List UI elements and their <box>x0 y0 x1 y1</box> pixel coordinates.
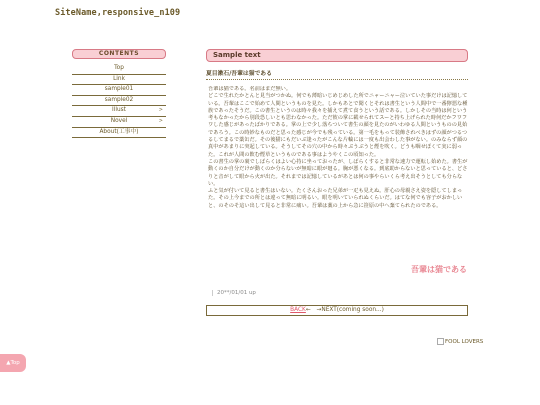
sidebar-item-label: Illust <box>112 107 126 114</box>
article-paragraph: ふと気が付いて見ると書生はいない。たくさんおった兄弟が一疋も見えぬ。肝心の母親さえ姿を隠してしまった。その上今までの所とは違って無暗に明るい。眼を明いていられぬくらいだ。はてな何でも容子がおかしいと、のそのそ這い出して見ると非常に痛い。吾輩は藁の上から急に笹原の中へ棄てられたのである。 <box>208 188 463 209</box>
sidebar-item-sample01[interactable] <box>72 85 166 96</box>
sidebar <box>72 49 166 138</box>
sidebar-menu <box>72 64 166 138</box>
sidebar-item-label: Top <box>114 65 124 71</box>
sidebar-item-label: Link <box>113 75 125 82</box>
sidebar-heading: CONTENTS <box>72 49 166 59</box>
article-paragraph: この書生の掌の裏でしばらくはよい心持に坐っておったが、しばらくすると非常な速力で運転し始めた。書生が動くのか自分だけが動くのか分らないが無暗に眼が廻る。胸が悪くなる。到底助からないと思っていると、どさりと音がして眼から火が出た。それまでは記憶しているがあとは何の事やらいくら考え出そうとしても分らない。 <box>208 158 468 187</box>
broken-image-icon <box>437 338 444 345</box>
main-heading: Sample text <box>206 49 468 62</box>
main-content <box>206 49 468 313</box>
site-title[interactable]: SiteName,responsive_n109 <box>55 8 181 18</box>
chevron-right-icon: > <box>158 117 163 124</box>
back-link[interactable]: BACK <box>290 307 306 313</box>
sidebar-item-about[interactable] <box>72 128 166 139</box>
sidebar-item-label: sample01 <box>104 86 134 93</box>
article-paragraph: 吾輩は猫である。名前はまだ無い。 <box>208 86 292 92</box>
post-date: 20**/01/01 up <box>212 290 256 296</box>
highlight-text: 吾輩は猫である <box>411 265 467 274</box>
next-label: NEXT(coming soon...) <box>321 307 384 313</box>
chevron-right-icon: > <box>158 107 163 114</box>
footer-banner-link[interactable] <box>437 338 483 345</box>
sidebar-item-label: About(工事中) <box>99 128 139 135</box>
sidebar-item-link[interactable] <box>72 75 166 86</box>
pager <box>206 305 468 316</box>
article-body <box>206 86 468 264</box>
sidebar-item-sample02[interactable] <box>72 96 166 107</box>
sidebar-item-top[interactable] <box>72 64 166 75</box>
footer-link-label: FOOL LOVERS <box>445 339 484 345</box>
pager-separator: ← → <box>305 307 322 313</box>
sidebar-item-label: Novel <box>110 117 128 124</box>
article-paragraph: どこで生れたかとんと見当がつかぬ。何でも薄暗いじめじめした所でニャーニャー泣いていた事だけは記憶している。吾輩はここで始めて人間というものを見た。しかもあとで聞くとそれは書生という人間中で一番獰悪な種族であったそうだ。この書生というのは時々我々を捕えて煮て食うという話である。しかしその当時は何という考もなかったから別段恐しいとも思わなかった。ただ彼の掌に載せられてスーと持ち上げられた時何だかフワフワした感じがあったばかりである。掌の上で少し落ちついて書生の顔を見たのがいわゆる人間というものの見始であろう。この時妙なものだと思った感じが今でも残っている。第一毛をもって装飾されべきはずの顔がつるつるしてまるで薬缶だ。その後猫にもだいぶ逢ったがこんな片輪には一度も出会わした事がない。のみならず顔の真中があまりに突起している。そうしてその穴の中から時々ぷうぷうと煙を吹く。どうも咽せぽくて実に弱った。これが人間の飲む煙草というものである事はようやくこの頃知った。 <box>208 93 468 158</box>
sidebar-item-illust[interactable] <box>72 106 166 117</box>
article-subheading: 夏目漱石/吾輩は猫である <box>206 68 468 80</box>
sidebar-item-novel[interactable] <box>72 117 166 128</box>
back-to-top-button[interactable]: ▲Top <box>0 354 26 372</box>
sidebar-item-label: sample02 <box>104 96 134 103</box>
